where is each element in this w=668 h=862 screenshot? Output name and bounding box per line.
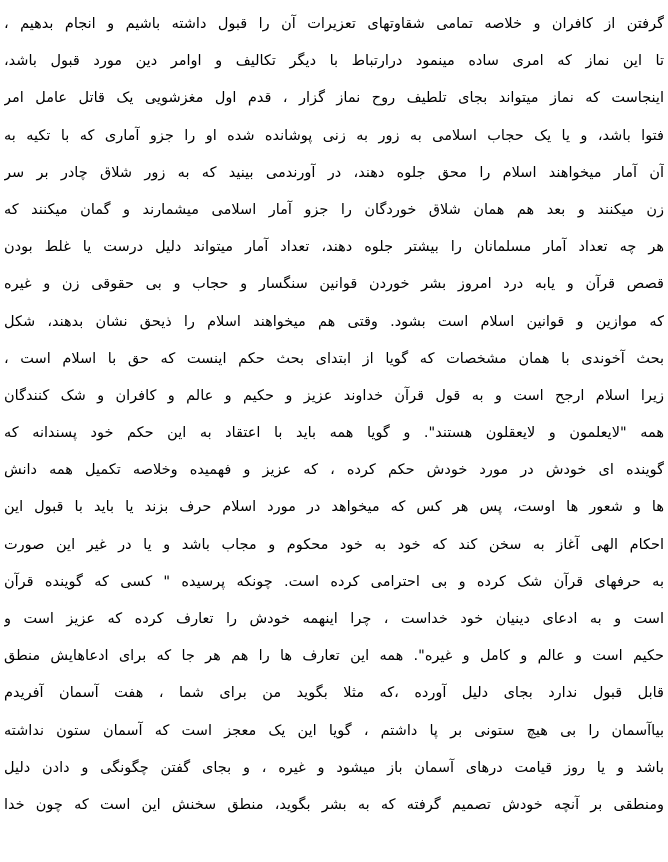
text-line-10: بحث آخوندی با همان مشخصات که گویا از ابتدای بحث حکم اینست که حق با اسلام است ، <box>4 350 664 367</box>
text-line-18: حکیم است و عالم و کامل و غیره". همه این تعارف ها را هم هر جا که برای ادعاهایش منطق <box>4 648 664 665</box>
text-line-11: زیرا اسلام ارجح است و به قول قرآن خداوند عزیز و حکیم و عالم و کافران و شک کنندگان <box>4 387 664 404</box>
text-line-5: آن آمار میخواهند اسلام را محق جلوه دهند، در آورندمی بینید که به زور شلاق چادر بر سر <box>4 164 664 181</box>
text-line-4: فتوا باشد، و یا یک حجاب اسلامی به زور به زنی پوشانده شده او را جزو آماری که با تکیه به <box>4 127 664 144</box>
text-line-15: احکام الهی آغاز به سخن کند که خود به خود محکوم و مجاب باشد و یا در غیر این صورت <box>4 536 664 553</box>
text-line-21: باشد و یا روز قیامت درهای آسمان باز میشود و غیره ، و بجای گفتن چگونگی و دادن دلیل <box>4 759 664 776</box>
text-line-9: که موازین و قوانین اسلام است بشود. وقتی هم میخواهند اسلام را ذیحق نشان بدهند، شکل <box>4 313 664 330</box>
text-line-19: قابل قبول ندارد بجای دلیل آورده ،که مثلا بگوید من برای شما ، هفت آسمان آفریدم <box>4 685 664 702</box>
text-line-16: به حرفهای قرآن شک کرده و بی احترامی کرده است. چونکه پرسیده " کسی که گوینده قرآن <box>4 573 664 590</box>
text-line-3: اینجاست که نماز میتواند بجای تلطیف روح نماز گزار ، قدم اول مغزشویی یک قاتل عامل امر <box>4 90 664 107</box>
document-text-block <box>4 10 664 828</box>
text-line-1: گرفتن از کافران و خلاصه تمامی شقاوتهای تعزیرات آن را قبول داشته باشیم و انجام بدهیم ، <box>4 16 664 32</box>
text-line-13: گوینده ای خودش در مورد خودش حکم کرده ، که عزیز و فهمیده وخلاصه تکمیل همه دانش <box>4 462 664 479</box>
text-line-8: قصص قرآن و یابه درد امروز بشر خوردن قوانین سنگسار و حجاب و بی حقوقی زن و غیره <box>4 276 664 293</box>
text-line-7: هر چه تعداد آمار مسلمانان را بیشتر جلوه دهند، تعداد آمار میتواند دلیل درست یا غلط بودن <box>4 239 664 256</box>
text-line-14: ها و شعور ها اوست، پس هر کس که میخواهد در مورد اسلام حرف بزند یا باید با قبول این <box>4 499 664 516</box>
text-line-17: است و به ادعای دینیان خود خداست ، چرا اینهمه خودش را تعارف کرده که عزیز است و <box>4 611 664 627</box>
text-line-2: تا این نماز که امری ساده مینمود درارتباط با دیگر تکالیف و اوامر دین مورد قبول باشد، <box>4 53 664 70</box>
text-line-6: زن میکنند و بعد هم همان شلاق خوردگان را جزو آمار اسلامی میشمارند و گمان میکنند که <box>4 201 664 218</box>
text-line-12: همه "لایعلمون و لایعقلون هستند". و گویا همه باید با اعتقاد به این حکم خود پسندانه که <box>4 425 664 442</box>
text-line-22: ومنطقی بر آنچه خودش تصمیم گرفته که به بشر بگوید، منطق سخنش این است که چون خدا <box>4 796 664 813</box>
text-line-20: بیاآسمان را بی هیچ ستونی بر پا داشتم ، گویا این یک معجز است که آسمان ستون نداشته <box>4 722 664 739</box>
